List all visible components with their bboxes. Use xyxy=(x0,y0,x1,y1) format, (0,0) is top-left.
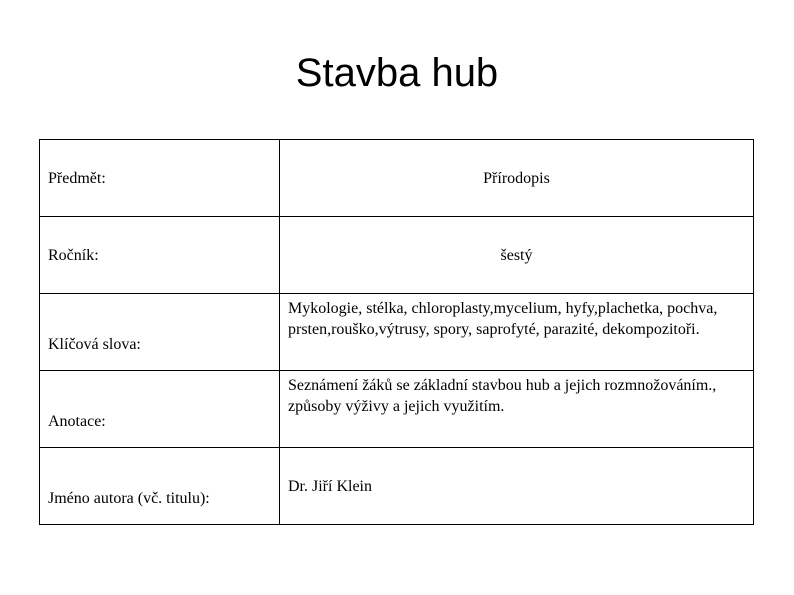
info-table xyxy=(39,139,754,525)
subject-label: Předmět: xyxy=(40,140,280,217)
grade-label: Ročník: xyxy=(40,217,280,294)
table-row-grade xyxy=(40,217,754,294)
author-value: Dr. Jiří Klein xyxy=(280,448,754,525)
table-row-annotation xyxy=(40,371,754,448)
keywords-value: Mykologie, stélka, chloroplasty,mycelium, hyfy,plachetka, pochva, prsten,rouško,výtrusy, spory, saprofyté, parazité, dekompozitoři. xyxy=(280,294,754,371)
table-row-keywords xyxy=(40,294,754,371)
author-label: Jméno autora (vč. titulu): xyxy=(40,448,280,525)
table-row-subject xyxy=(40,140,754,217)
keywords-label: Klíčová slova: xyxy=(40,294,280,371)
table-row-author xyxy=(40,448,754,525)
slide-title: Stavba hub xyxy=(295,51,499,95)
subject-value: Přírodopis xyxy=(280,140,754,217)
annotation-label: Anotace: xyxy=(40,371,280,448)
grade-value: šestý xyxy=(280,217,754,294)
annotation-value: Seznámení žáků se základní stavbou hub a jejich rozmnožováním., způsoby výživy a jejich využitím. xyxy=(280,371,754,448)
